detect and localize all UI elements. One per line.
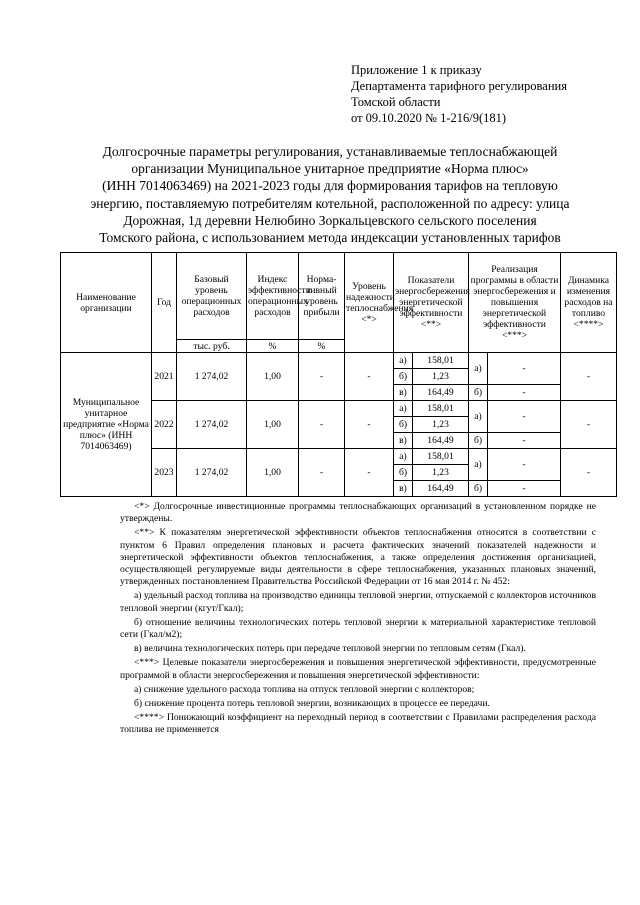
profit-cell: - (299, 401, 345, 449)
title-line: Дорожная, 1д деревни Нелюбино Зоркальцевского сельского поселения (123, 212, 537, 228)
energy-value: 1,23 (413, 417, 469, 433)
footnote-2a: а) удельный расход топлива на производство единицы тепловой энергии, отпускаемой с коллекторов источников тепловой энергии (кгут/Гкал); (120, 590, 596, 614)
energy-value: 158,01 (413, 401, 469, 417)
energy-label: а) (394, 449, 413, 465)
energy-label: в) (394, 385, 413, 401)
dynamics-cell: - (561, 353, 617, 401)
program-label: б) (469, 481, 488, 497)
dynamics-cell: - (561, 401, 617, 449)
base-cell: 1 274,02 (177, 449, 247, 497)
unit-index: % (247, 340, 299, 353)
unit-profit: % (299, 340, 345, 353)
year-cell: 2022 (152, 401, 177, 449)
footnote-2b: б) отношение величины технологических потерь тепловой энергии к материальной характеристике тепловой сети (Гкал/м2); (120, 616, 596, 641)
header-year: Год (152, 253, 177, 353)
energy-label: в) (394, 481, 413, 497)
program-label: б) (469, 385, 488, 401)
energy-value: 1,23 (413, 465, 469, 481)
program-label: б) (469, 433, 488, 449)
header-profit: Норма-тивный уровень прибыли (299, 253, 345, 340)
year-cell: 2021 (152, 353, 177, 401)
header-org: Наименование организации (61, 253, 152, 353)
title-line: организации Муниципальное унитарное предприятие «Норма плюс» (131, 161, 529, 177)
energy-value: 1,23 (413, 369, 469, 385)
title-line: (ИНН 7014063469) на 2021-2023 годы для формирования тарифов на тепловую (102, 178, 558, 194)
dynamics-cell: - (561, 449, 617, 497)
footnote-2: <**> К показателям энергетической эффективности объектов теплоснабжения относятся в соответствии с пунктом 6 Правил определения плановых и расчета фактических значений показателей надежности и энергетической эффективности объектов теплоснабжения, а также определения достижения организацией, осуществляющей регулируемые виды деятельности в сфере теплоснабжения, указанных плановых значений, утвержденных постановлением Правительства Российской Федерации от 16 мая 2014 г. № 452: (120, 527, 596, 588)
footnote-2c: в) величина технологических потерь при передаче тепловой энергии по тепловым сетям (Гкал). (134, 643, 526, 655)
index-cell: 1,00 (247, 449, 299, 497)
org-name-cell: Муниципальное унитарное предприятие «Норма плюс» (ИНН 7014063469) (61, 353, 152, 497)
header-base: Базовый уровень операционных расходов (177, 253, 247, 340)
header-energy: Показатели энергосбережения энергетической эффективности <**> (394, 253, 469, 353)
program-value: - (488, 433, 561, 449)
energy-label: а) (394, 353, 413, 369)
header-dynamics: Динамика изменения расходов на топливо <****> (561, 253, 617, 353)
base-cell: 1 274,02 (177, 401, 247, 449)
energy-label: в) (394, 433, 413, 449)
title-line: энергию, поставляемую потребителям котельной, расположенной по адресу: улица (90, 195, 570, 211)
unit-base: тыс. руб. (177, 340, 247, 353)
energy-value: 164,49 (413, 433, 469, 449)
reliability-cell: - (345, 401, 394, 449)
footnote-3: <***> Целевые показатели энергосбережения и повышения энергетической эффективности, предусмотренные программой в области энергосбережения и повышения энергетической эффективности: (120, 657, 596, 681)
profit-cell: - (299, 449, 345, 497)
energy-label: б) (394, 465, 413, 481)
document-title (60, 143, 600, 246)
energy-label: а) (394, 401, 413, 417)
program-label: а) (469, 449, 488, 481)
profit-cell: - (299, 353, 345, 401)
energy-value: 158,01 (413, 449, 469, 465)
energy-value: 164,49 (413, 385, 469, 401)
program-value: - (488, 385, 561, 401)
footnote-3a: а) снижение удельного расхода топлива на отпуск тепловой энергии с коллекторов; (134, 683, 475, 695)
program-value: - (488, 481, 561, 497)
base-cell: 1 274,02 (177, 353, 247, 401)
year-cell: 2023 (152, 449, 177, 497)
title-line: Долгосрочные параметры регулирования, устанавливаемые теплоснабжающей (102, 144, 558, 159)
footnotes (120, 501, 596, 739)
program-value: - (488, 449, 561, 481)
appendix-line: Томской области (351, 95, 441, 109)
appendix-line: Департамента тарифного регулирования (351, 79, 567, 93)
footnote-3b: б) снижение процента потерь тепловой энергии, возникающих в процессе ее передачи. (134, 698, 490, 710)
energy-value: 164,49 (413, 481, 469, 497)
program-value: - (488, 353, 561, 385)
footnote-1: <*> Долгосрочные инвестиционные программы теплоснабжающих организаций в установленном порядке не утверждены. (120, 501, 596, 525)
header-reliability: Уровень надежности теплоснабжения <*> (345, 253, 394, 353)
program-label: а) (469, 401, 488, 433)
appendix-line: Приложение 1 к приказу (351, 63, 482, 77)
appendix-header (351, 62, 567, 126)
header-index: Индекс эффективности операционных расходов (247, 253, 299, 340)
title-line: Томского района, с использованием метода индексации установленных тарифов (99, 230, 561, 246)
reliability-cell: - (345, 353, 394, 401)
reliability-cell: - (345, 449, 394, 497)
program-label: а) (469, 353, 488, 385)
energy-label: б) (394, 369, 413, 385)
header-program: Реализация программы в области энергосбережения и повышения энергетической эффективности <***> (469, 253, 561, 353)
parameters-table (60, 252, 617, 497)
energy-value: 158,01 (413, 353, 469, 369)
footnote-4: <****> Понижающий коэффициент на переходный период в соответствии с Правилами распределения расхода топлива не применяется (120, 712, 596, 736)
program-value: - (488, 401, 561, 433)
index-cell: 1,00 (247, 353, 299, 401)
index-cell: 1,00 (247, 401, 299, 449)
energy-label: б) (394, 417, 413, 433)
table-row (61, 353, 617, 369)
appendix-line: от 09.10.2020 № 1-216/9(181) (351, 111, 507, 125)
